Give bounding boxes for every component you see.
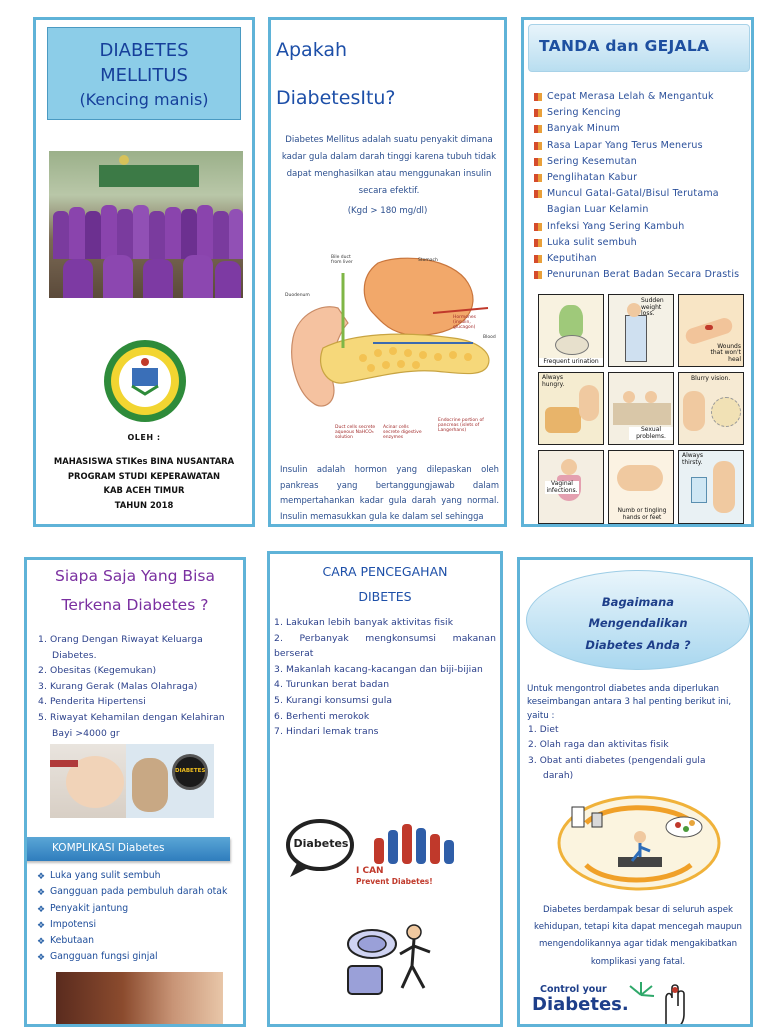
book-bullet-icon (534, 93, 542, 101)
book-bullet-icon (534, 223, 542, 231)
diamond-bullet-icon: ❖ (37, 904, 46, 915)
book-bullet-icon (534, 239, 542, 247)
symptoms-heading-banner (528, 24, 750, 72)
insulin-text: Insulin adalah hormon yang dilepaskan oleh pankreas yang bertanggungjawab dalam mempertahankan kadar gula darah yang normal. Insulin memasukkan gula ke dalam sel sehingga (280, 464, 499, 521)
oleh-label: OLEH : (127, 433, 161, 442)
comic-weight-loss (608, 294, 674, 367)
risk-item: 5. Riwayat Kehamilan dengan Kelahiran (38, 711, 225, 723)
comic-numbness (608, 450, 674, 524)
cover-title-box (47, 27, 241, 120)
diamond-bullet-icon: ❖ (37, 872, 46, 882)
comic-sexual-problems (608, 372, 674, 445)
symptom-item: Muncul Gatal-Gatal/Bisul Terutama (534, 186, 749, 202)
author-line4: TAHUN 2018 (114, 499, 174, 510)
i-can-line1: I CAN (356, 866, 384, 876)
definition-heading-line2: DiabetesItu? (276, 87, 396, 109)
control-closing: Diabetes berdampak besar di seluruh aspek kehidupan, tetapi kita dapat mencegah maupun mengendolikannya agar tidak mengakibatkan komplikasi yang fatal. (534, 905, 742, 967)
symptoms-panel (521, 17, 754, 527)
risk-list (38, 632, 243, 741)
diamond-bullet-icon: ❖ (37, 888, 46, 899)
book-bullet-icon (534, 190, 542, 198)
label-blurry-vision: Blurry vision. (691, 375, 731, 382)
risk-item-continued: Diabetes. (52, 649, 97, 661)
symptom-item: Penurunan Berat Badan Secara Drastis (534, 267, 749, 283)
control-item-continued: darah) (543, 770, 574, 781)
label-thirsty: Always thirsty. (682, 452, 704, 466)
comic-thirsty (678, 450, 744, 524)
i-can-line2: Prevent Diabetes! (356, 877, 433, 886)
book-bullet-icon (534, 271, 542, 279)
label-hormones: Hormones (insulin, glucagon) (453, 315, 477, 330)
author-block (36, 454, 252, 512)
comic-vaginal-infections (538, 450, 604, 524)
label-duodenum: Duodenum (285, 293, 310, 298)
label-stomach: Stomach (418, 258, 438, 263)
control-heading-line1: Bagaimana (601, 595, 675, 609)
risk-item: 2. Obesitas (Kegemukan) (38, 665, 157, 677)
prevention-list (274, 615, 496, 740)
complication-item: ❖ Kebutaan (36, 933, 241, 949)
book-bullet-icon (534, 142, 542, 150)
label-numbness: Numb or tingling hands or feet (617, 508, 667, 521)
control-item: 2. Olah raga dan aktivitas fisik (528, 740, 669, 751)
symptom-item: Sering Kencing (534, 105, 749, 121)
pregnancy-photo (50, 744, 126, 818)
symptom-item: Cepat Merasa Lelah & Mengantuk (534, 89, 749, 105)
label-blood: Blood (483, 335, 496, 340)
symptoms-comic-grid (538, 294, 744, 524)
prevention-panel (267, 551, 503, 1027)
definition-heading-line1: Apakah (276, 39, 348, 61)
author-line2: PROGRAM STUDI KEPERAWATAN (67, 470, 221, 481)
diabetes-speech-logo (284, 817, 354, 883)
prevention-item: 5. Kurangi konsumsi gula (274, 694, 393, 706)
control-item: 1. Diet (528, 725, 559, 735)
complication-item: ❖ Gangguan pada pembuluh darah otak (36, 884, 241, 900)
prevention-item: 2. Perbanyak mengkonsumsi makanan berserat (274, 632, 496, 660)
complications-heading: KOMPLIKASI Diabetes (52, 842, 165, 854)
complications-banner (24, 837, 230, 861)
label-duct-cells: Duct cells secrete aqueous NaHCO₃ solution (335, 425, 376, 440)
complications-list (36, 868, 241, 966)
diabetes-management-cycle (556, 793, 722, 893)
symptom-item: Luka sulit sembuh (534, 235, 749, 251)
i-can-logo (352, 822, 460, 892)
cover-title-line1: DIABETES (99, 40, 189, 61)
symptom-item: Banyak Minum (534, 121, 749, 137)
symptom-item: Rasa Lapar Yang Terus Menerus (534, 138, 749, 154)
control-heading-oval (526, 570, 750, 670)
label-acinar: Acinar cells secrete digestive enzymes (383, 425, 422, 440)
definition-panel (268, 17, 507, 527)
label-frequent-urination: Frequent urination (539, 358, 603, 365)
label-weight-loss: Sudden weight loss. (641, 297, 664, 317)
book-bullet-icon (534, 255, 542, 263)
diabetes-logo-word: Diabetes (293, 837, 349, 850)
label-vaginal-infections: Vaginal infections. (546, 480, 578, 494)
prevention-heading-line2: DIBETES (358, 589, 412, 604)
control-your-diabetes-logo (530, 980, 690, 1027)
symptom-item: Sering Kesemutan (534, 154, 749, 170)
author-line1: MAHASISWA STIKes BINA NUSANTARA (53, 456, 235, 466)
prevention-item: 6. Berhenti merokok (274, 710, 370, 722)
foot-wound-photo (56, 972, 223, 1027)
cover-title-line3: (Kencing manis) (79, 90, 209, 109)
college-seal-icon (102, 338, 188, 424)
label-bile-duct: Bile duct from liver (331, 255, 353, 265)
definition-intro: Diabetes Mellitus adalah suatu penyakit dimana kadar gula dalam darah tinggi karena tubuh tidak dapat menghasilkan atau menggunakan insulin secara efektif. (281, 135, 497, 196)
complication-item: ❖ Luka yang sulit sembuh (36, 868, 241, 884)
symptom-item-continued: Bagian Luar Kelamin (547, 204, 649, 216)
risk-item: 1. Orang Dengan Riwayat Keluarga (38, 634, 203, 645)
control-panel (517, 557, 753, 1027)
diet-exercise-illustration (342, 918, 442, 1008)
group-photo (49, 151, 243, 298)
magnifier-icon (172, 754, 208, 790)
diamond-bullet-icon: ❖ (37, 953, 46, 964)
complication-item: ❖ Impotensi (36, 917, 241, 933)
symptom-item: Penglihatan Kabur (534, 170, 749, 186)
complication-item: ❖ Gangguan fungsi ginjal (36, 949, 241, 965)
finger-prick-icon (658, 984, 688, 1027)
book-bullet-icon (534, 125, 542, 133)
comic-blurry-vision (678, 372, 744, 445)
label-endocrine: Endocrine portion of pancreas (islets of Langerhans) (438, 418, 484, 433)
kgd-value: (Kgd > 180 mg/dl) (347, 206, 428, 216)
pancreas-diagram (283, 253, 498, 450)
obesity-photo (126, 744, 214, 818)
control-item: 3. Obat anti diabetes (pengendali gula (528, 755, 706, 766)
book-bullet-icon (534, 109, 542, 117)
control-logo-line2: Diabetes. (532, 994, 629, 1015)
prevention-item: 1. Lakukan lebih banyak aktivitas fisik (274, 617, 454, 628)
risk-item: 4. Penderita Hipertensi (38, 696, 146, 708)
control-heading-line2: Mengendalikan (588, 616, 688, 630)
prevention-item: 3. Makanlah kacang-kacangan dan biji-bijian (274, 663, 483, 675)
comic-urination (538, 294, 604, 367)
symptom-item: Infeksi Yang Sering Kambuh (534, 219, 749, 235)
comic-wounds (678, 294, 744, 367)
diamond-bullet-icon: ❖ (37, 920, 46, 931)
prevention-heading-line1: CARA PENCEGAHAN (322, 564, 448, 579)
risk-heading-line1: Siapa Saja Yang Bisa (55, 567, 215, 585)
magnifier-word: DIABETES (175, 768, 206, 774)
risk-item: 3. Kurang Gerak (Malas Olahraga) (38, 680, 198, 692)
complication-item: ❖ Penyakit jantung (36, 901, 241, 917)
label-hungry: Always hungry. (542, 374, 565, 388)
control-list (528, 723, 748, 784)
author-line3: KAB ACEH TIMUR (103, 485, 185, 495)
label-wounds: Wounds that won't heal (710, 342, 741, 363)
control-heading-line3: Diabetes Anda ? (585, 638, 691, 652)
risk-item-continued: Bayi >4000 gr (52, 727, 120, 739)
control-logo-line1: Control your (540, 984, 607, 995)
prevention-item: 4. Turunkan berat badan (274, 679, 390, 691)
cover-panel (33, 17, 255, 527)
diamond-bullet-icon: ❖ (37, 937, 46, 948)
control-intro: Untuk mengontrol diabetes anda diperlukan keseimbangan antara 3 hal penting berikut ini, yaitu : (527, 684, 732, 721)
comic-hungry (538, 372, 604, 445)
book-bullet-icon (534, 174, 542, 182)
book-bullet-icon (534, 158, 542, 166)
label-sexual-problems: Sexual problems. (629, 427, 673, 440)
symptom-item: Keputihan (534, 251, 749, 267)
prevention-item: 7. Hindari lemak trans (274, 726, 379, 738)
cover-title-line2: MELLITUS (100, 65, 188, 86)
risk-panel (24, 557, 246, 1027)
symptoms-list (534, 89, 749, 283)
symptoms-heading: TANDA dan GEJALA (539, 37, 710, 55)
risk-heading-line2: Terkena Diabetes ? (61, 596, 209, 614)
